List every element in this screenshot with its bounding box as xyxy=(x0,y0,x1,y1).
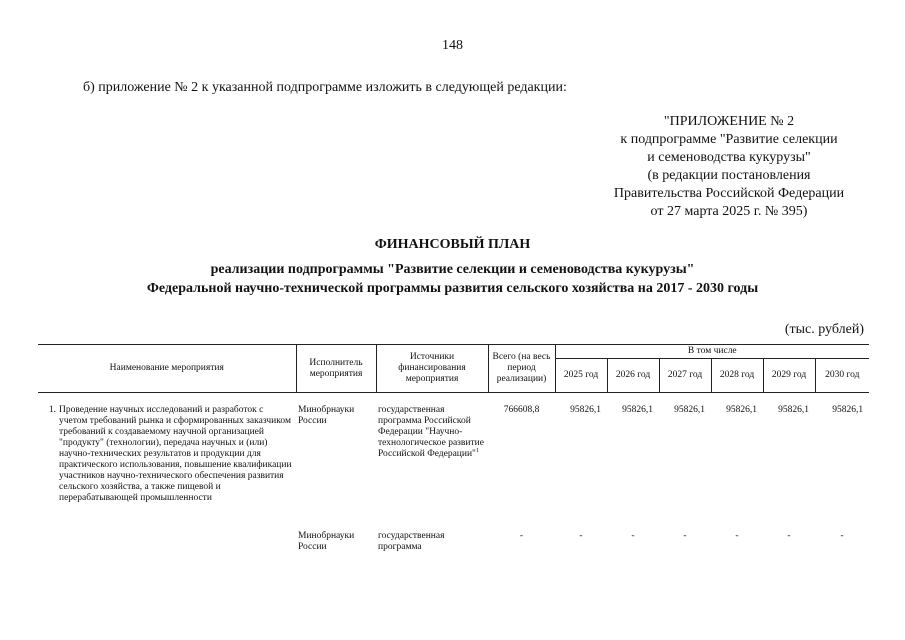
header-total: Всего (на весь период реализации) xyxy=(488,345,555,393)
row-year-value: - xyxy=(787,531,791,541)
header-year: 2025 год xyxy=(555,359,607,393)
row-year-value: 95826,1 xyxy=(726,405,757,415)
header-year: 2028 год xyxy=(711,359,763,393)
row-year-value: 95826,1 xyxy=(622,405,653,415)
units-label: (тыс. рублей) xyxy=(784,322,864,337)
row-year-value: - xyxy=(579,531,583,541)
row-source: государственная программа Российской Федерации "Научно-технологическое развитие Российской Федерации" xyxy=(378,405,484,459)
row-total: 766608,8 xyxy=(503,405,540,415)
row-year-value: - xyxy=(631,531,635,541)
header-year: 2026 год xyxy=(607,359,659,393)
document-title: ФИНАНСОВЫЙ ПЛАН xyxy=(374,237,531,252)
row-executor: Минобрнауки России xyxy=(298,405,355,426)
subtitle-line: Федеральной научно-технической программы развития сельского хозяйства на 2017 - 2030 годы xyxy=(146,281,759,296)
row-source-cell xyxy=(376,531,488,553)
annex-line: и семеноводства кукурузы" xyxy=(647,150,811,165)
header-year: 2027 год xyxy=(659,359,711,393)
annex-header xyxy=(560,113,898,221)
row-name-cell xyxy=(38,531,296,553)
table-row xyxy=(38,531,869,553)
footnote-mark: 1 xyxy=(475,447,479,454)
row-source-cell xyxy=(376,405,488,531)
row-total: - xyxy=(519,531,524,541)
row-year-value: - xyxy=(683,531,687,541)
row-year-value: 95826,1 xyxy=(832,405,864,415)
row-source: государственная программа xyxy=(378,531,445,552)
subtitle-line: реализации подпрограммы "Развитие селекции и семеноводства кукурузы" xyxy=(210,262,695,277)
row-year-value: 95826,1 xyxy=(778,405,809,415)
header-name: Наименование мероприятия xyxy=(38,345,296,393)
row-year-value: 95826,1 xyxy=(570,405,601,415)
page-number: 148 xyxy=(442,38,463,53)
header-year: 2029 год xyxy=(763,359,815,393)
row-name: Проведение научных исследований и разработок с учетом требований рынка и сформированных заказчиком требований к создаваемому научной организацией "продукту" (технологии), передача научных и (или) научно-технических результатов и продукции для практического использования, повышение квалификации участников научно-технического обеспечения развития сельского хозяйства, а также пищевой и перерабатывающей промышленности xyxy=(59,405,292,503)
row-year-value: - xyxy=(840,531,844,541)
row-index: 1. xyxy=(48,405,56,415)
table-spacer xyxy=(38,393,869,406)
header-executor: Исполнитель мероприятия xyxy=(296,345,376,393)
row-executor: Минобрнауки России xyxy=(298,531,355,552)
annex-line: Правительства Российской Федерации xyxy=(613,186,845,201)
annex-line: "ПРИЛОЖЕНИЕ № 2 xyxy=(663,114,795,129)
row-name-cell xyxy=(38,405,296,531)
header-year: 2030 год xyxy=(815,359,869,393)
table-row xyxy=(38,405,869,531)
financial-plan-table xyxy=(38,344,869,553)
annex-line: к подпрограмме "Развитие селекции xyxy=(620,132,838,147)
annex-line: от 27 марта 2025 г. № 395) xyxy=(650,204,808,219)
row-year-value: - xyxy=(735,531,739,541)
header-sources: Источники финансирования мероприятия xyxy=(376,345,488,393)
header-including: В том числе xyxy=(555,345,869,359)
document-subtitle xyxy=(0,260,905,298)
row-year-value: 95826,1 xyxy=(674,405,705,415)
intro-paragraph: б) приложение № 2 к указанной подпрограмме изложить в следующей редакции: xyxy=(83,80,567,95)
annex-line: (в редакции постановления xyxy=(647,168,811,183)
